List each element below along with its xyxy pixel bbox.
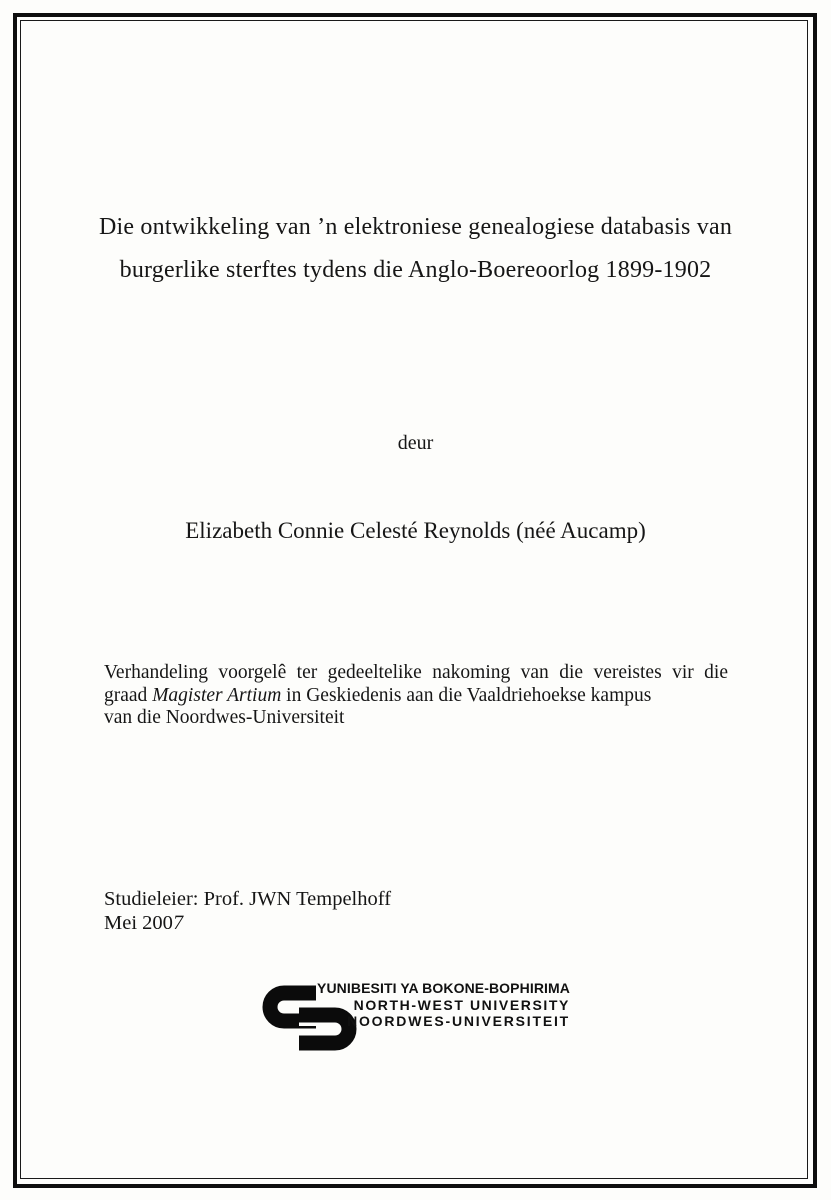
degree-statement-line2-suffix: in Geskiedenis aan die Vaaldriehoekse kampus [281, 684, 652, 706]
university-logo [257, 980, 570, 1052]
supervisor-line: Studieleier: Prof. JWN Tempelhoff [104, 888, 392, 910]
byline-deur: deur [397, 432, 434, 454]
degree-name-italic: Magister Artium [152, 684, 282, 706]
logo-text-english: NORTH-WEST UNIVERSITY [353, 996, 570, 1013]
logo-text-afrikaans: NOORDWES-UNIVERSITEIT [347, 1013, 570, 1029]
thesis-title-line1: Die ontwikkeling van ’n elektroniese genealogiese databasis van [98, 214, 733, 240]
degree-statement-line3: van die Noordwes-Universiteit [104, 707, 345, 728]
thesis-title-line2: burgerlike sterftes tydens die Anglo-Boereoorlog 1899-1902 [119, 257, 712, 283]
date-line [104, 912, 391, 936]
degree-statement-line1: Verhandeling voorgelê ter gedeeltelike nakoming van die vereistes vir die [104, 662, 728, 683]
degree-statement [104, 662, 728, 730]
university-logo-text [317, 980, 570, 1030]
thesis-title [40, 206, 791, 292]
degree-statement-line2-prefix: graad [104, 684, 153, 706]
date-last-digit: 7 [171, 911, 185, 934]
date-prefix: Mei 200 [104, 911, 173, 934]
author-name: Elizabeth Connie Celesté Reynolds (néé Aucamp) [185, 518, 646, 543]
supervisor-block [104, 888, 391, 935]
degree-statement-line2 [104, 685, 728, 708]
logo-text-setswana: YUNIBESITI YA BOKONE-BOPHIRIMA [317, 980, 570, 996]
